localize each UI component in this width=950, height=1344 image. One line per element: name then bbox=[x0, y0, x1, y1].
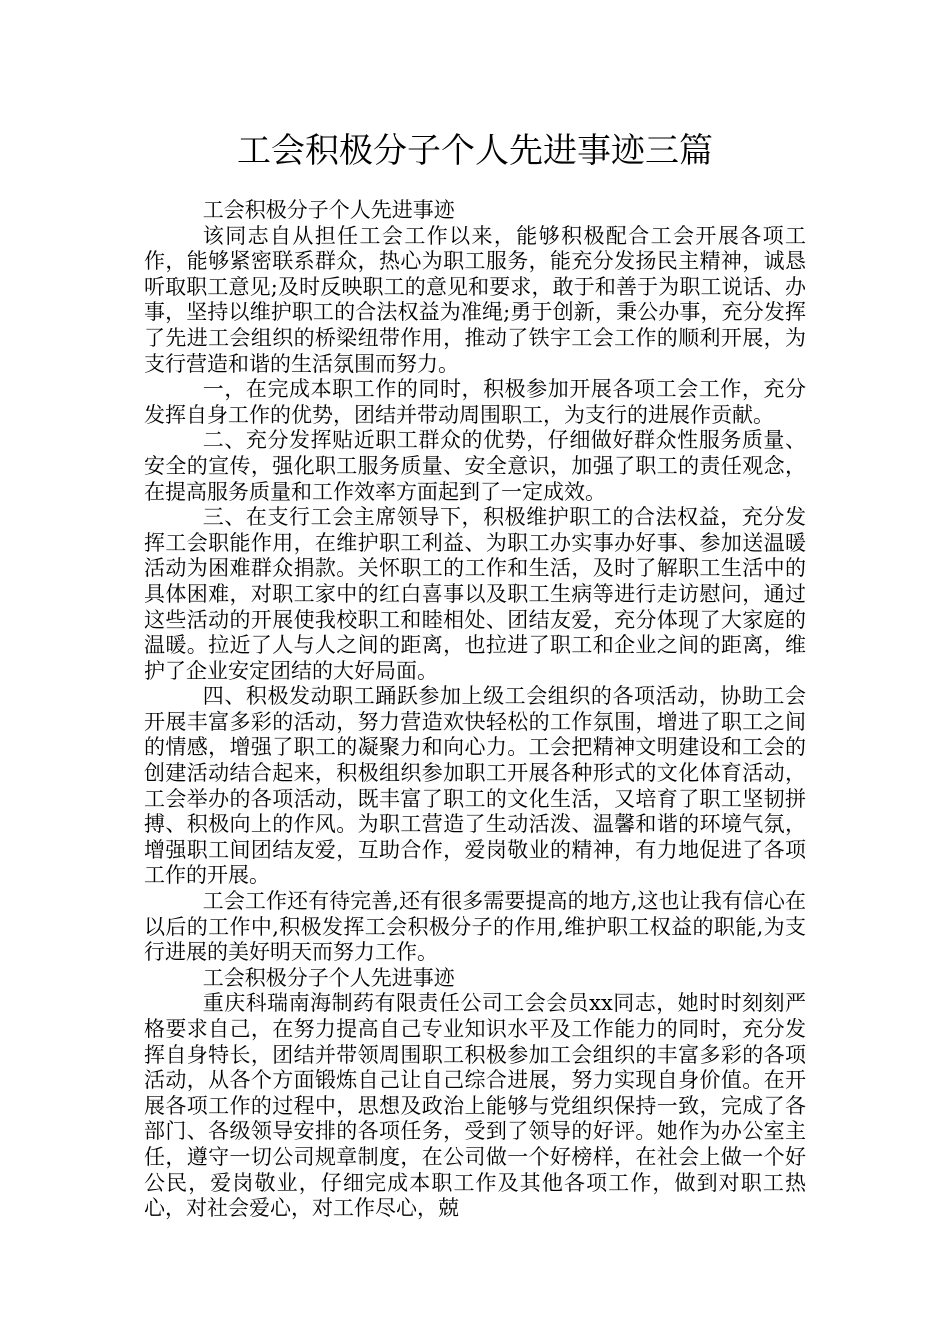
paragraph: 二、充分发挥贴近职工群众的优势，仔细做好群众性服务质量、安全的宣传，强化职工服务质量、安全意识，加强了职工的责任观念，在提高服务质量和工作效率方面起到了一定成效。 bbox=[144, 428, 806, 504]
paragraph: 该同志自从担任工会工作以来，能够积极配合工会开展各项工作，能够紧密联系群众，热心为职工服务，能充分发扬民主精神，诚恳听取职工意见;及时反映职工的意见和要求，敢于和善于为职工说话、办事，坚持以维护职工的合法权益为准绳;勇于创新，秉公办事，充分发挥了先进工会组织的桥梁纽带作用，推动了铁宇工会工作的顺利开展，为支行营造和谐的生活氛围而努力。 bbox=[144, 223, 806, 376]
paragraph: 三、在支行工会主席领导下，积极维护职工的合法权益，充分发挥工会职能作用，在维护职工利益、为职工办实事办好事、参加送温暖活动为困难群众捐款。关怀职工的工作和生活，及时了解职工生活中的具体困难，对职工家中的红白喜事以及职工生病等进行走访慰问，通过这些活动的开展使我校职工和睦相处、团结友爱，充分体现了大家庭的温暖。拉近了人与人之间的距离，也拉进了职工和企业之间的距离，维护了企业安定团结的大好局面。 bbox=[144, 505, 806, 683]
paragraph: 工会工作还有待完善,还有很多需要提高的地方,这也让我有信心在以后的工作中,积极发挥工会积极分子的作用,维护职工权益的职能,为支行进展的美好明天而努力工作。 bbox=[144, 889, 806, 965]
paragraph: 重庆科瑞南海制药有限责任公司工会会员xx同志，她时时刻刻严格要求自己，在努力提高自己专业知识水平及工作能力的同时，充分发挥自身特长，团结并带领周围职工积极参加工会组织的丰富多彩的各项活动，从各个方面锻炼自己让自己综合进展，努力实现自身价值。在开展各项工作的过程中，思想及政治上能够与党组织保持一致，完成了各部门、各级领导安排的各项任务，受到了领导的好评。她作为办公室主任，遵守一切公司规章制度，在公司做一个好榜样，在社会上做一个好公民，爱岗敬业，仔细完成本职工作及其他各项工作，做到对职工热心，对社会爱心，对工作尽心，兢 bbox=[144, 991, 806, 1221]
paragraph: 一，在完成本职工作的同时，积极参加开展各项工会工作，充分发挥自身工作的优势，团结并带动周围职工，为支行的进展作贡献。 bbox=[144, 377, 806, 427]
section-heading: 工会积极分子个人先进事迹 bbox=[202, 965, 455, 990]
document-body bbox=[144, 198, 806, 1222]
section-heading: 工会积极分子个人先进事迹 bbox=[202, 198, 455, 222]
paragraph: 四、积极发动职工踊跃参加上级工会组织的各项活动，协助工会开展丰富多彩的活动，努力营造欢快轻松的工作氛围，增进了职工之间的情感，增强了职工的凝聚力和向心力。工会把精神文明建设和工会的创建活动结合起来，积极组织参加职工开展各种形式的文化体育活动，工会举办的各项活动，既丰富了职工的文化生活，又培育了职工坚韧拼搏、积极向上的作风。为职工营造了生动活泼、温馨和谐的环境气氛，增强职工间团结友爱，互助合作，爱岗敬业的精神，有力地促进了各项工作的开展。 bbox=[144, 684, 806, 888]
document-title: 工会积极分子个人先进事迹三篇 bbox=[237, 131, 713, 171]
